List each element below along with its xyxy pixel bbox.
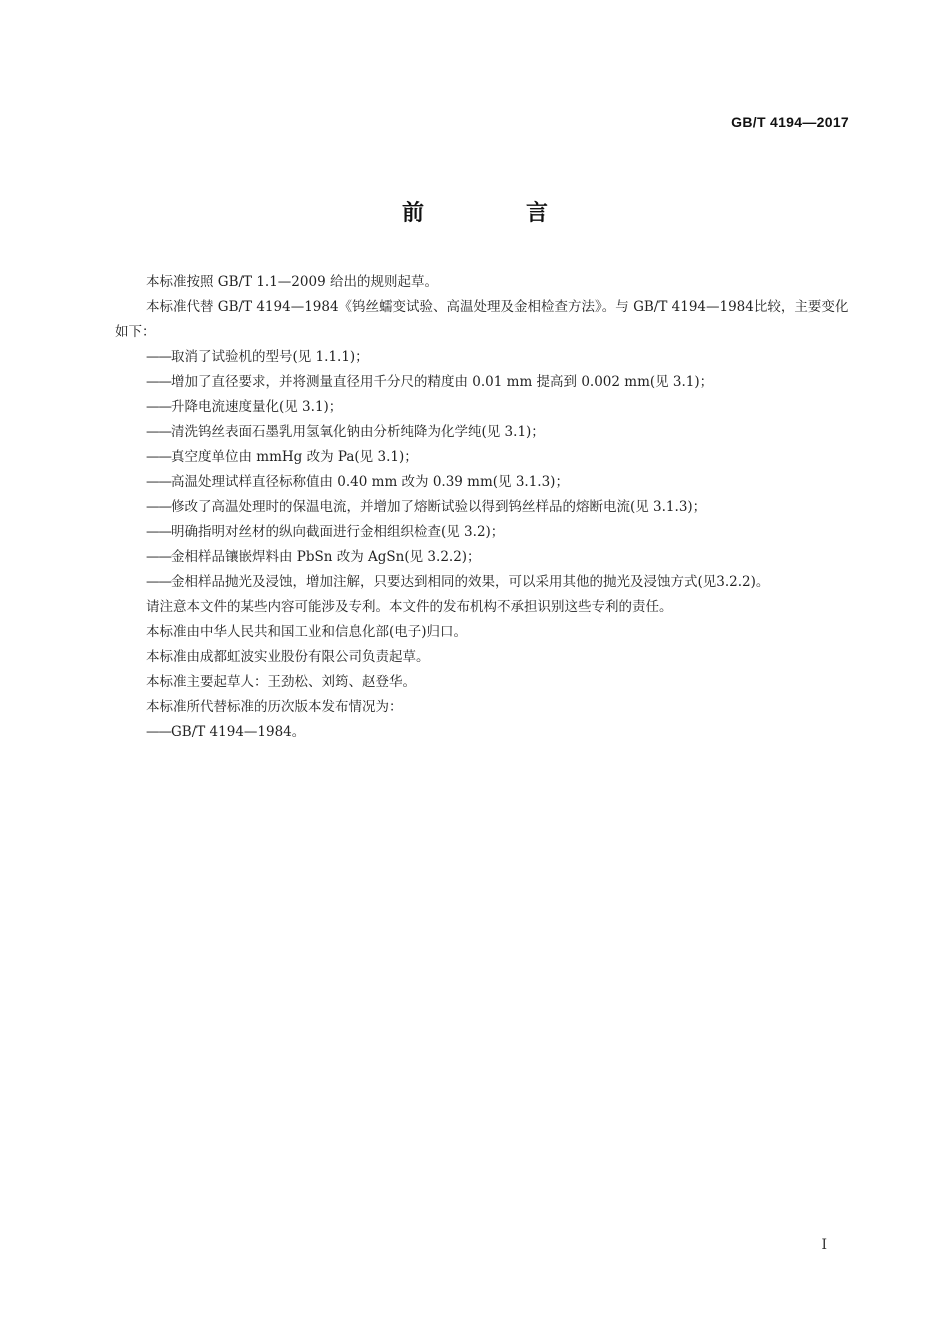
list-item-text: 金相样品抛光及浸蚀，增加注解，只要达到相同的效果，可以采用其他的抛光及浸蚀方式(见3.2.2)。 (171, 574, 770, 590)
list-item-text: 修改了高温处理时的保温电流，并增加了熔断试验以得到钨丝样品的熔断电流(见 3.1.3)； (171, 499, 707, 515)
standard-code: GB/T 4194—2017 (731, 114, 849, 130)
list-item-text: 真空度单位由 mmHg 改为 Pa(见 3.1)； (171, 449, 418, 465)
history-item (115, 720, 850, 745)
paragraph-history-intro: 本标准所代替标准的历次版本发布情况为： (146, 699, 403, 715)
dash-marker: —— (146, 349, 171, 365)
list-item (115, 345, 850, 370)
page-number: I (821, 1237, 827, 1253)
dash-marker: —— (146, 549, 171, 565)
list-item (115, 520, 850, 545)
dash-marker: —— (146, 399, 171, 415)
list-item (115, 545, 850, 570)
paragraph-drafted-by: 本标准由成都虹波实业股份有限公司负责起草。 (146, 649, 430, 665)
dash-marker: —— (146, 374, 171, 390)
list-item-text: 取消了试验机的型号(见 1.1.1)； (171, 349, 369, 365)
dash-marker: —— (146, 424, 171, 440)
dash-marker: —— (146, 574, 171, 590)
foreword-body (115, 270, 850, 745)
paragraph-centralized-by: 本标准由中华人民共和国工业和信息化部(电子)归口。 (146, 624, 468, 640)
list-item (115, 495, 850, 520)
dash-marker: —— (146, 524, 171, 540)
paragraph-drafting-rules: 本标准按照 GB/T 1.1—2009 给出的规则起草。 (146, 274, 438, 290)
list-item-text: 增加了直径要求，并将测量直径用千分尺的精度由 0.01 mm 提高到 0.002 mm(见 3.1)； (171, 374, 714, 390)
dash-marker: —— (146, 499, 171, 515)
list-item (115, 420, 850, 445)
page-title: 前 言 (401, 200, 588, 226)
paragraph-replacement: 本标准代替 GB/T 4194—1984《钨丝蠕变试验、高温处理及金相检查方法》。与 GB/T 4194—1984比较，主要变化如下： (115, 299, 849, 340)
list-item-text: 清洗钨丝表面石墨乳用氢氧化钠由分析纯降为化学纯(见 3.1)； (171, 424, 545, 440)
paragraph-patent-notice: 请注意本文件的某些内容可能涉及专利。本文件的发布机构不承担识别这些专利的责任。 (146, 599, 673, 615)
dash-marker: —— (146, 474, 171, 490)
dash-marker: —— (146, 724, 171, 740)
list-item-text: 高温处理试样直径标称值由 0.40 mm 改为 0.39 mm(见 3.1.3)； (171, 474, 569, 490)
dash-marker: —— (146, 449, 171, 465)
list-item-text: 金相样品镶嵌焊料由 PbSn 改为 AgSn(见 3.2.2)； (171, 549, 481, 565)
list-item (115, 395, 850, 420)
history-item-text: GB/T 4194—1984。 (171, 724, 306, 740)
list-item-text: 升降电流速度量化(见 3.1)； (171, 399, 343, 415)
list-item (115, 570, 850, 595)
paragraph-drafters: 本标准主要起草人：王劲松、刘筠、赵登华。 (146, 674, 416, 690)
list-item (115, 470, 850, 495)
list-item (115, 445, 850, 470)
list-item-text: 明确指明对丝材的纵向截面进行金相组织检查(见 3.2)； (171, 524, 505, 540)
list-item (115, 370, 850, 395)
